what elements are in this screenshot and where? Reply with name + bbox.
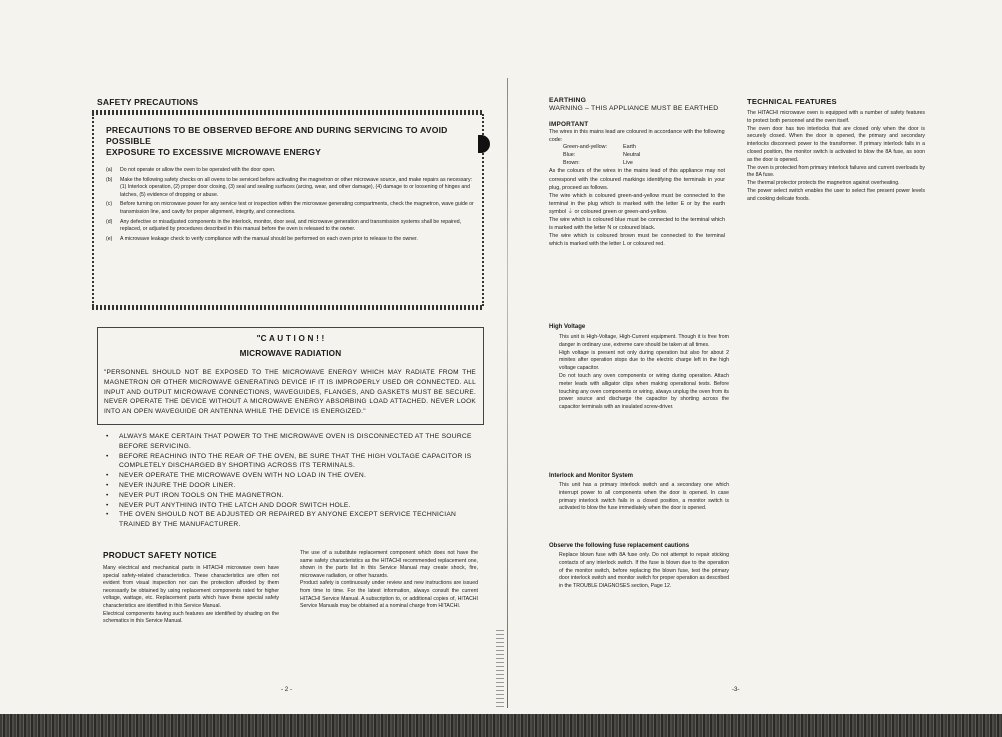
binding-hole-marker [478,135,490,153]
earthing-title: EARTHING [549,97,587,104]
colour-code-row: Brown: Live [563,159,633,166]
fuse-section [549,543,729,591]
caution-title: "C A U T I O N ! ! [256,334,325,343]
technical-title: TECHNICAL FEATURES [747,97,837,106]
product-safety-col1: Many electrical and mechanical parts in HITACHI microwave oven have special safety-related characteristics. These characteristics are often not evident from visual inspection nor can the protection afforded by them necessarily be obtained by using replacement components rated for higher voltage, wattage, etc. Replacement parts which have these special safety characteristics are identified in this Service Manual. Electrical components having such features are identified by shading on the schematics in this Service Manual. [103,565,279,625]
high-voltage-section [549,324,729,412]
interlock-title: Interlock and Monitor System [549,473,634,479]
interlock-body: This unit has a primary interlock switch and a secondary one which interrupt power to all components when the door is opened. In case primary interlock switch fails in a closed position, a monitor switch is activated to blow the fuse immediately when the door is opened. [559,482,729,512]
bullet-item: • ALWAYS MAKE CERTAIN THAT POWER TO THE MICROWAVE OVEN IS DISCONNECTED AT THE SOURCE BEFORE SERVICING. [103,432,481,452]
technical-body: The HITACHI microwave oven is equipped with a number of safety features to protect both personnel and the oven itself. The oven door has two interlocks that are closed only when the door is securely closed. When the door is opened, the primary and secondary interlocks disconnect power to the transformer. If primary interlock fails in a closed position, the monitor switch is activated to blow the 8A fuse, as soon as the door is opened. The oven is protected from primary interlock failures and current overloads by the 8A fuse. The thermal protector protects the magnetron against overheating. The power select switch enables the user to select five present power levels and cooking delicate foods. [747,110,925,202]
bullet-item: • NEVER PUT ANYTHING INTO THE LATCH AND DOOR SWITCH HOLE. [103,501,481,511]
precautions-heading-line1: PRECAUTIONS TO BE OBSERVED BEFORE AND DURING SERVICING TO AVOID POSSIBLE [106,125,448,146]
high-voltage-body: This unit is High-Voltage, High-Current equipment. Though it is free from danger in ordinary use, extreme care should be taken at all times. High voltage is present not only during operation but also for about 2 minites after operation stops due to the electric charge left in the high voltage capacitor. Do not touch any oven components or wiring during operation. Attach meter leads with alligator clips when making operational tests. Before touching any oven components or wiring, always unplug the oven from its power source and discharge the capacitor by shorting across the capacitor terminals with an insulated screw-driver. [559,334,729,411]
precautions-list [106,167,474,245]
safety-bullets [103,432,481,530]
precautions-box [92,110,484,310]
colour-code-row: Blue: Neutral [563,152,641,158]
caution-body: "PERSONNEL SHOULD NOT BE EXPOSED TO THE MICROWAVE ENERGY WHICH MAY RADIATE FROM THE MAGNETRON OR OTHER MICROWAVE GENERATING DEVICE IF IT IS IMPROPERLY USED OR CONNECTED. ALL INPUT AND OUTPUT MICROWAVE CONNECTIONS, WAVEGUIDES, FLANGES, AND GASKETS MUST BE SECURE. NEVER OPERATE THE DEVICE WITHOUT A MICROWAVE ENERGY ABSORBING LOAD ATTACHED. NEVER LOOK INTO AN OPEN WAVEGUIDE OR ANTENNA WHILE THE DEVICE IS ENERGIZED." [104,369,476,416]
page-number-left: - 2 - [281,686,293,693]
bullet-item: • NEVER INJURE THE DOOR LINER. [103,481,481,491]
colour-code-row: Green-and-yellow: Earth [563,144,636,151]
bullet-item: • BEFORE REACHING INTO THE REAR OF THE OVEN, BE SURE THAT THE HIGH VOLTAGE CAPACITOR IS COMPLETELY DISCHARGED BY SHORTING ACROSS ITS TERMINALS. [103,452,481,472]
box-top-border [92,110,484,115]
earthing-section [549,97,725,248]
colour-code-table [549,144,725,167]
important-title: IMPORTANT [549,120,589,128]
box-bottom-border [92,305,484,310]
high-voltage-title: High Voltage [549,324,586,330]
bullet-item: • NEVER PUT IRON TOOLS ON THE MAGNETRON. [103,491,481,501]
bullet-item: • THE OVEN SHOULD NOT BE ADJUSTED OR REPAIRED BY ANYONE EXCEPT SERVICE TECHNICIAN TRAINED BY THE MANUFACTURER. [103,510,481,530]
interlock-section [549,473,729,513]
precaution-item: (e) A microwave leakage check to verify compliance with the manual should be performed on each oven prior to release to the owner. [106,235,418,242]
scan-edge-strip [0,714,1002,737]
gutter-shadow [496,630,504,710]
caution-box [97,327,484,425]
precaution-item: (d) Any defective or misadjusted components in the interlock, monitor, door seal, and microwave generation and transmission systems shall be repaired, replaced, or adjusted by procedures described in this manual before the oven is released to the owner. [106,218,462,233]
fuse-title: Observe the following fuse replacement cautions [549,543,690,549]
fuse-body: Replace blown fuse with 8A fuse only. Do not attempt to repair sticking contacts of any interlock switch. If the fuse is blown due to the operation of the monitor switch, before replacing the blown fuse, test the primary door interlock switch and monitor switch for proper operation as described in the TROUBLE DIAGNOSES section, Page 12. [559,552,729,590]
technical-section [747,97,925,204]
page-gutter-line [507,78,508,708]
product-safety-title: PRODUCT SAFETY NOTICE [103,550,217,560]
earthing-warning: WARNING – THIS APPLIANCE MUST BE EARTHED [549,105,719,113]
caution-subtitle: MICROWAVE RADIATION [239,349,342,358]
earthing-intro: The wires in this mains lead are coloured in accordance with the following code: [549,128,725,143]
precaution-item: (c) Before turning on microwave power for any service test or inspection within the microwave generating compartments, check the magnetron, wave guide or transmission line, and cavity for proper alignment, integrity, and connections. [106,201,474,215]
precautions-heading-line2: EXPOSURE TO EXCESSIVE MICROWAVE ENERGY [106,147,322,157]
box-left-border [92,114,95,306]
precaution-item: (a) Do not operate or allow the oven to be operated with the door open. [106,167,276,173]
bullet-item: • NEVER OPERATE THE MICROWAVE OVEN WITH NO LOAD IN THE OVEN. [103,471,481,481]
earthing-body: As the colours of the wires in the mains lead of this appliance may not correspond with the coloured markings identifying the terminals in your plug, proceed as follows. The wire which is coloured green-and-yellow must be connected to the terminal in the plug which is marked with the letter E or by the earth symbol ⏚ or coloured green or green-and-yellow. The wire which is coloured blue must be connected to the terminal which is marked with the letter N or coloured black. The wire which is coloured brown must be connected to the terminal which is marked with the letter L or coloured red. [549,168,725,248]
safety-precautions-title: SAFETY PRECAUTIONS [97,97,199,107]
precaution-item: (b) Make the following safety checks on all ovens to be serviced before activating the magnetron or other microwave source, and make repairs as necessary: (1) Interlock operation, (2) proper door closing, (3) seal and sealing surfaces (arcing, wear, and other damage), (4) damage to or loosening of hinges and latches, (5) evidence of dropping or abuse. [106,176,473,198]
product-safety-col2: The use of a substitute replacement component which does not have the same safety characteristics as the HITACHI recommended replacement one, shown in the parts list in this Service Manual may create shock, fire, microwave radiation, or other hazards. Product safety is continuously under review and new instructions are issued from time to time. For the latest information, always consult the current HITACHI Service Manual. A subscription to, or additional copies of, HITACHI Service Manuals may be obtained at a nominal charge from HITACHI. [300,550,478,610]
page-number-right: -3- [732,686,740,693]
